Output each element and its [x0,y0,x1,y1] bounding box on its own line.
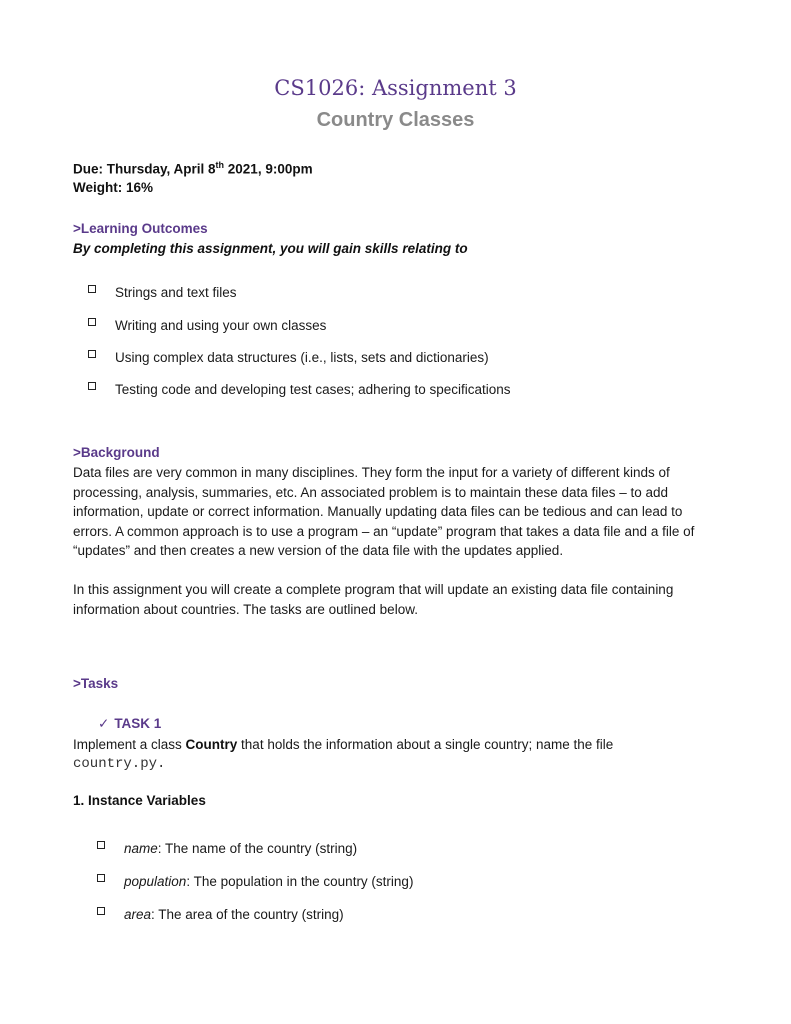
checkbox-bullet-icon [97,907,105,915]
variable-entry [124,841,357,856]
checkbox-bullet-icon [97,874,105,882]
page-title: CS1026: Assignment 3 [274,76,517,100]
due-date [73,160,313,177]
variable-description: : The population in the country (string) [186,874,414,889]
background-heading: >Background [73,445,160,460]
task-1-pre: Implement a class [73,737,186,752]
learning-outcomes-heading: >Learning Outcomes [73,221,208,236]
list-item-label: Writing and using your own classes [115,318,327,333]
variable-name: area [124,907,152,922]
background-paragraph-1: Data files are very common in many disciplines. They form the input for a variety of different kinds of processing, analysis, summaries, etc. An associated problem is to maintain these data files – to add information, update or correct information. Manually updating data files can be tedious and can lead to errors. A common approach is to use a program – an “update” program that takes a data file and a file of “updates” and then creates a new version of the data file with the updates applied. [73,465,695,558]
weight: Weight: 16% [73,180,154,195]
list-item-label: Using complex data structures (i.e., lists, sets and dictionaries) [115,350,489,365]
checkbox-bullet-icon [88,382,96,390]
task-1-filename: country.py. [73,756,166,772]
checkbox-bullet-icon [88,318,96,326]
task-1-description [73,737,613,752]
variable-name: name [124,841,158,856]
checkmark-icon: ✓ [98,716,110,731]
due-date-superscript: th [215,160,225,170]
tasks-heading: >Tasks [73,676,119,691]
variable-description: : The area of the country (string) [151,907,344,922]
task-1-heading [98,716,161,732]
task-1-post: that holds the information about a single country; name the file [237,737,614,752]
variable-entry [124,907,344,922]
checkbox-bullet-icon [97,841,105,849]
checkbox-bullet-icon [88,350,96,358]
variable-entry [124,874,413,889]
list-item-label: Testing code and developing test cases; adhering to specifications [115,382,511,397]
learning-outcomes-intro: By completing this assignment, you will gain skills relating to [73,241,468,256]
list-item-label: Strings and text files [115,285,237,300]
variable-description: : The name of the country (string) [157,841,358,856]
background-paragraph-2: In this assignment you will create a complete program that will update an existing data file containing information about countries. The tasks are outlined below. [73,582,674,617]
task-1-label: TASK 1 [114,716,162,731]
page-subtitle: Country Classes [316,109,475,131]
checkbox-bullet-icon [88,285,96,293]
variable-name: population [124,874,187,889]
instance-variables-title: 1. Instance Variables [73,793,206,808]
due-date-suffix: 2021, 9:00pm [224,161,313,177]
due-date-prefix: Due: Thursday, April 8 [73,161,216,177]
task-1-class-name: Country [185,737,238,752]
